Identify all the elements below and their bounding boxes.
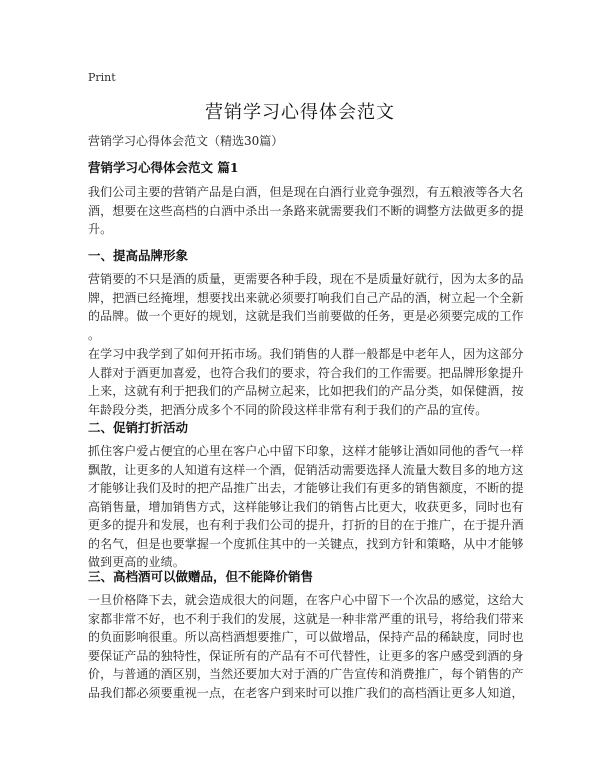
paragraph-line: 飘散，让更多的人知道有这样一个酒，促销活动需要选择人流量大数目多的地方这	[88, 462, 524, 477]
section-3-paragraph	[88, 591, 524, 702]
paragraph-line: 高销售量，增加销售方式，这样能够让我们的销售占比更大，收获更多，同时也有	[88, 499, 524, 514]
section-3-heading: 三、高档酒可以做赠品，但不能降价销售	[88, 569, 314, 584]
page-title: 营销学习心得体会范文	[205, 102, 395, 123]
paragraph-line: 牌，把酒已经掩埋，想要找出来就必须要打响我们自己产品的酒，树立起一个全新	[88, 290, 524, 305]
paragraph-line: 。	[88, 327, 101, 342]
paragraph-line: 的名气，但是也要掌握一个度抓住其中的一关键点，找到方针和策略，从中才能够	[88, 536, 524, 551]
section-1-paragraph-1	[88, 270, 524, 344]
paragraph-line: 才能够让我们及时的把产品推广出去，才能够让我们有更多的销售额度，不断的提	[88, 481, 524, 495]
paragraph-line: 我们公司主要的营销产品是白酒，但是现在白酒行业竞争强烈，有五粮液等各大名	[88, 185, 524, 199]
paragraph-line: 人群对于酒更加喜爱，也符合我们的要求，符合我们的工作需要。把品牌形象提升	[88, 365, 524, 380]
paragraph-line: 酒，想要在这些高档的白酒中杀出一条路来就需要我们不断的调整方法做更多的提	[88, 203, 524, 218]
paragraph-line: 一旦价格降下去，就会造成很大的问题，在客户心中留下一个次品的感觉，这给大	[88, 593, 524, 607]
section-2-paragraph	[88, 442, 524, 572]
paragraph-line: 要保证产品的独特性，保证所有的产品有不可代替性，让更多的客户感受到酒的身	[88, 648, 524, 663]
paragraph-line: 年龄段分类，把酒分成多个不同的阶段这样非常有利于我们的产品的宣传。	[88, 402, 488, 417]
section-1-heading: 一、提高品牌形象	[88, 248, 189, 263]
paragraph-line: 升。	[88, 222, 113, 236]
paragraph-line: 营销要的不只是酒的质量，更需要各种手段，现在不是质量好就行，因为太多的品	[88, 272, 524, 286]
paragraph-line: 的品牌。做一个更好的规划，这就是我们当前要做的任务，更是必须要完成的工作	[88, 309, 524, 323]
paragraph-line: 更多的提升和发展，也有利于我们公司的提升，打折的目的在于推广，在于提升酒	[88, 518, 524, 532]
paragraph-line: 在学习中我学到了如何开拓市场。我们销售的人群一般都是中老年人，因为这部分	[88, 347, 524, 361]
paragraph-line: 品我们都必须要重视一点，在老客户到来时可以推广我们的高档酒让更多人知道，	[88, 685, 524, 700]
paragraph-line: 做到更高的业绩。	[88, 555, 185, 569]
article-heading: 营销学习心得体会范文 篇1	[88, 160, 239, 175]
paragraph-line: 的负面影响很重。所以高档酒想要推广，可以做增品，保持产品的稀缺度，同时也	[88, 630, 524, 644]
section-1-paragraph-2	[88, 345, 524, 419]
print-label[interactable]: Print	[88, 71, 116, 84]
paragraph-line: 上来，这就有利于把我们的产品树立起来，比如把我们的产品分类，如保健酒，按	[88, 384, 524, 398]
paragraph-line: 价，与普通的酒区别，当然还要加大对于酒的广告宣传和消费推广，每个销售的产	[88, 667, 524, 681]
subtitle: 营销学习心得体会范文（精选30篇）	[88, 134, 284, 148]
intro-paragraph	[88, 183, 524, 239]
section-2-heading: 二、促销打折活动	[88, 420, 189, 435]
paragraph-line: 抓住客户爱占便宜的心里在客户心中留下印象，这样才能够让酒如同他的香气一样	[88, 444, 524, 458]
paragraph-line: 家都非常不好，也不利于我们的发展，这就是一种非常严重的讯号，将给我们带来	[88, 611, 524, 626]
